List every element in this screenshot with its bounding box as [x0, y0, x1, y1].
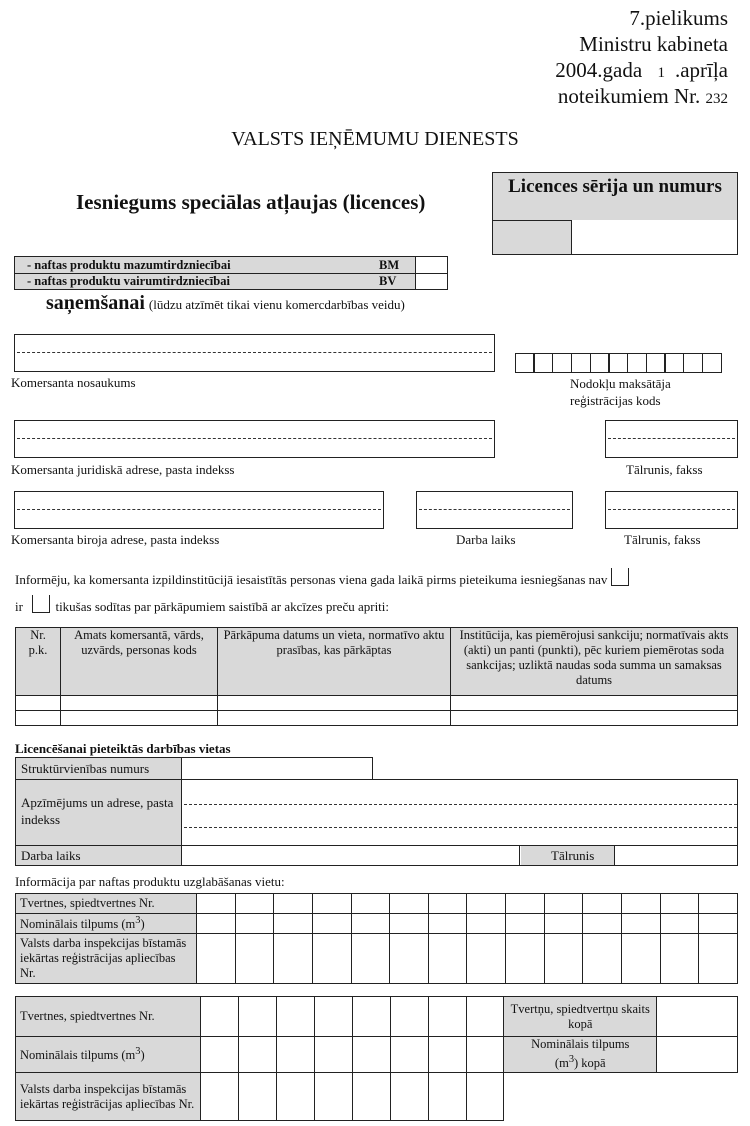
storage-cell[interactable]	[277, 997, 315, 1037]
storage-cell[interactable]	[274, 934, 313, 984]
storage-cell[interactable]	[351, 894, 390, 914]
storage-cell[interactable]	[197, 914, 236, 934]
storage-cell[interactable]	[239, 1037, 277, 1073]
storage-cell[interactable]	[467, 934, 506, 984]
storage-cell[interactable]	[352, 1037, 390, 1073]
storage-cell[interactable]	[622, 894, 661, 914]
col-violation: Pārkāpuma datums un vieta, normatīvo aktu prasības, kas pārkāptas	[218, 628, 451, 696]
phone-fax-label-2: Tālrunis, fakss	[624, 532, 701, 547]
legal-address-label: Komersanta juridiskā adrese, pasta indekss	[11, 462, 235, 477]
total-volume-label: Nominālais tilpums $(m^3)$ kopā	[504, 1037, 657, 1073]
annex-label: 7.pielikums	[629, 6, 728, 30]
storage-cell[interactable]	[428, 894, 467, 914]
address-row	[15, 779, 738, 846]
storage-cell[interactable]	[583, 894, 622, 914]
phone-fax-input-1[interactable]	[605, 420, 738, 458]
storage-cell[interactable]	[622, 934, 661, 984]
storage-cell[interactable]	[466, 997, 504, 1037]
activity-type-bv: - naftas produktu vairumtirdzniecībai BV	[15, 274, 415, 289]
address-label: Apzīmējums un adrese, pasta indekss	[16, 780, 182, 845]
violations-table	[15, 627, 738, 726]
activity-bm-checkbox[interactable]	[416, 257, 447, 274]
col-institution: Institūcija, kas piemērojusi sankciju; normatīvais akts (akti) un panti (punkti), pēc kuriem piemērotas soda sankcijas; uzliktā naudas soda summa un samaksas datums	[451, 628, 738, 696]
storage-cell[interactable]	[428, 997, 466, 1037]
tax-code-digit-box[interactable]	[664, 353, 684, 373]
total-count-input[interactable]	[657, 997, 738, 1037]
location-work-hours-input[interactable]	[184, 846, 520, 865]
form-title: Iesniegums speciālas atļaujas (licences)	[76, 190, 426, 214]
company-name-input[interactable]	[14, 334, 495, 372]
storage-cell[interactable]	[239, 997, 277, 1037]
activity-type-bm: - naftas produktu mazumtirdzniecībai BM	[15, 257, 415, 274]
storage-cell[interactable]	[197, 934, 236, 984]
inspection-label-2: Valsts darba inspekcijas bīstamās iekārtas reģistrācijas apliecības Nr.	[16, 1073, 201, 1121]
storage-cell[interactable]	[197, 894, 236, 914]
storage-cell[interactable]	[312, 894, 351, 914]
storage-cell[interactable]	[390, 1037, 428, 1073]
storage-cell[interactable]	[390, 997, 428, 1037]
storage-title: Informācija par naftas produktu uzglabāšanas vietu:	[15, 874, 285, 889]
col-nr: Nr. p.k.	[16, 628, 61, 696]
unit-number-row	[15, 757, 373, 780]
storage-cell[interactable]	[315, 997, 353, 1037]
storage-cell[interactable]	[544, 894, 583, 914]
cabinet-label: Ministru kabineta	[579, 32, 728, 56]
location-phone-label: Tālrunis	[521, 846, 615, 865]
storage-cell[interactable]	[428, 934, 467, 984]
total-volume-input[interactable]	[657, 1037, 738, 1073]
unit-number-input[interactable]	[184, 758, 372, 779]
storage-cell[interactable]	[315, 1037, 353, 1073]
table-row	[16, 696, 738, 711]
storage-cell[interactable]	[544, 934, 583, 984]
tax-code-digit-box[interactable]	[590, 353, 610, 373]
storage-cell[interactable]	[506, 934, 545, 984]
phone-fax-input-2[interactable]	[605, 491, 738, 529]
storage-cell[interactable]	[277, 1073, 315, 1121]
storage-cell[interactable]	[277, 1037, 315, 1073]
storage-cell[interactable]	[660, 934, 699, 984]
declaration-line-1: Informēju, ka komersanta izpildinstitūcijā iesaistītās personas viena gada laikā pirms pieteikuma iesniegšanas nav	[15, 568, 629, 588]
storage-cell[interactable]	[467, 914, 506, 934]
storage-cell[interactable]	[274, 894, 313, 914]
storage-cell[interactable]	[428, 914, 467, 934]
storage-cell[interactable]	[239, 1073, 277, 1121]
agency-title: VALSTS IEŅĒMUMU DIENESTS	[231, 128, 519, 150]
regulation-date: 2004.gada 1 .aprīļa	[555, 58, 728, 82]
storage-cell[interactable]	[315, 1073, 353, 1121]
activity-type-table	[14, 256, 448, 290]
storage-cell[interactable]	[622, 914, 661, 934]
storage-cell[interactable]	[660, 914, 699, 934]
col-position: Amats komersantā, vārds, uzvārds, personas kods	[61, 628, 218, 696]
tank-number-label-2: Tvertnes, spiedtvertnes Nr.	[16, 997, 201, 1037]
storage-cell[interactable]	[428, 1073, 466, 1121]
tax-code-digit-box[interactable]	[702, 353, 722, 373]
inspection-label: Valsts darba inspekcijas bīstamās iekārtas reģistrācijas apliecības Nr.	[16, 934, 197, 984]
tax-code-digit-box[interactable]	[627, 353, 647, 373]
tax-code-input[interactable]	[516, 353, 722, 373]
storage-cell[interactable]	[201, 1073, 239, 1121]
storage-cell[interactable]	[351, 934, 390, 984]
activity-bv-checkbox[interactable]	[416, 274, 447, 289]
tax-code-label: Nodokļu maksātāja reģistrācijas kods	[570, 376, 671, 408]
work-hours-label: Darba laiks	[456, 532, 516, 547]
storage-cell[interactable]	[390, 934, 429, 984]
storage-cell[interactable]	[466, 1073, 504, 1121]
legal-address-input[interactable]	[14, 420, 495, 458]
storage-cell[interactable]	[467, 894, 506, 914]
table-row	[16, 711, 738, 726]
licence-number-input[interactable]	[571, 220, 737, 254]
not-convicted-checkbox[interactable]	[611, 568, 629, 586]
licence-box	[492, 172, 738, 255]
storage-cell[interactable]	[352, 997, 390, 1037]
location-work-hours-label: Darba laiks	[16, 846, 182, 865]
convicted-checkbox[interactable]	[32, 595, 50, 613]
tax-code-digit-box[interactable]	[571, 353, 591, 373]
storage-cell[interactable]	[201, 1037, 239, 1073]
storage-cell[interactable]	[583, 934, 622, 984]
storage-cell[interactable]	[390, 1073, 428, 1121]
tax-code-digit-box[interactable]	[533, 353, 553, 373]
storage-cell[interactable]	[235, 894, 274, 914]
tax-code-digit-box[interactable]	[683, 353, 703, 373]
storage-cell[interactable]	[699, 894, 738, 914]
storage-cell[interactable]	[583, 914, 622, 934]
tank-number-label: Tvertnes, spiedtvertnes Nr.	[16, 894, 197, 914]
office-address-input[interactable]	[14, 491, 384, 529]
storage-cell[interactable]	[274, 914, 313, 934]
storage-cell[interactable]	[312, 934, 351, 984]
storage-cell[interactable]	[201, 997, 239, 1037]
storage-cell[interactable]	[352, 1073, 390, 1121]
licence-box-label: Licences sērija un numurs	[493, 173, 737, 221]
phone-fax-label-1: Tālrunis, fakss	[626, 462, 703, 477]
hours-phone-row	[15, 845, 738, 866]
declaration-line-2: ir tikušas sodītas par pārkāpumiem saistībā ar akcīzes preču apriti:	[15, 595, 389, 615]
office-address-label: Komersanta biroja adrese, pasta indekss	[11, 532, 220, 547]
storage-cell[interactable]	[544, 914, 583, 934]
storage-cell[interactable]	[235, 934, 274, 984]
tax-code-digit-box[interactable]	[646, 353, 666, 373]
tax-code-digit-box[interactable]	[608, 353, 628, 373]
storage-table-2	[15, 996, 738, 1121]
storage-cell[interactable]	[235, 914, 274, 934]
receive-line: saņemšanai (lūdzu atzīmēt tikai vienu komercdarbības veidu)	[46, 292, 405, 314]
storage-cell[interactable]	[390, 914, 429, 934]
storage-cell[interactable]	[428, 1037, 466, 1073]
company-name-label: Komersanta nosaukums	[11, 375, 136, 390]
address-input[interactable]	[184, 780, 737, 845]
storage-cell[interactable]	[351, 914, 390, 934]
regulation-number: noteikumiem Nr. 232	[557, 84, 728, 108]
storage-cell[interactable]	[699, 934, 738, 984]
total-count-label: Tvertņu, spiedtvertņu skaits kopā	[504, 997, 657, 1037]
storage-cell[interactable]	[506, 914, 545, 934]
storage-cell[interactable]	[506, 894, 545, 914]
storage-cell[interactable]	[660, 894, 699, 914]
storage-cell[interactable]	[312, 914, 351, 934]
storage-cell[interactable]	[390, 894, 429, 914]
tax-code-digit-box[interactable]	[515, 353, 535, 373]
storage-cell[interactable]	[699, 914, 738, 934]
volume-label-2: Nominālais tilpums $(m^3)$	[16, 1037, 201, 1073]
volume-label: Nominālais tilpums $(m^3)$	[16, 914, 197, 934]
storage-cell[interactable]	[466, 1037, 504, 1073]
unit-number-label: Struktūrvienības numurs	[16, 758, 182, 779]
storage-table-1	[15, 893, 738, 984]
tax-code-digit-box[interactable]	[552, 353, 572, 373]
work-hours-input[interactable]	[416, 491, 573, 529]
locations-title: Licencēšanai pieteiktās darbības vietas	[15, 741, 231, 756]
location-phone-input[interactable]	[616, 846, 737, 865]
